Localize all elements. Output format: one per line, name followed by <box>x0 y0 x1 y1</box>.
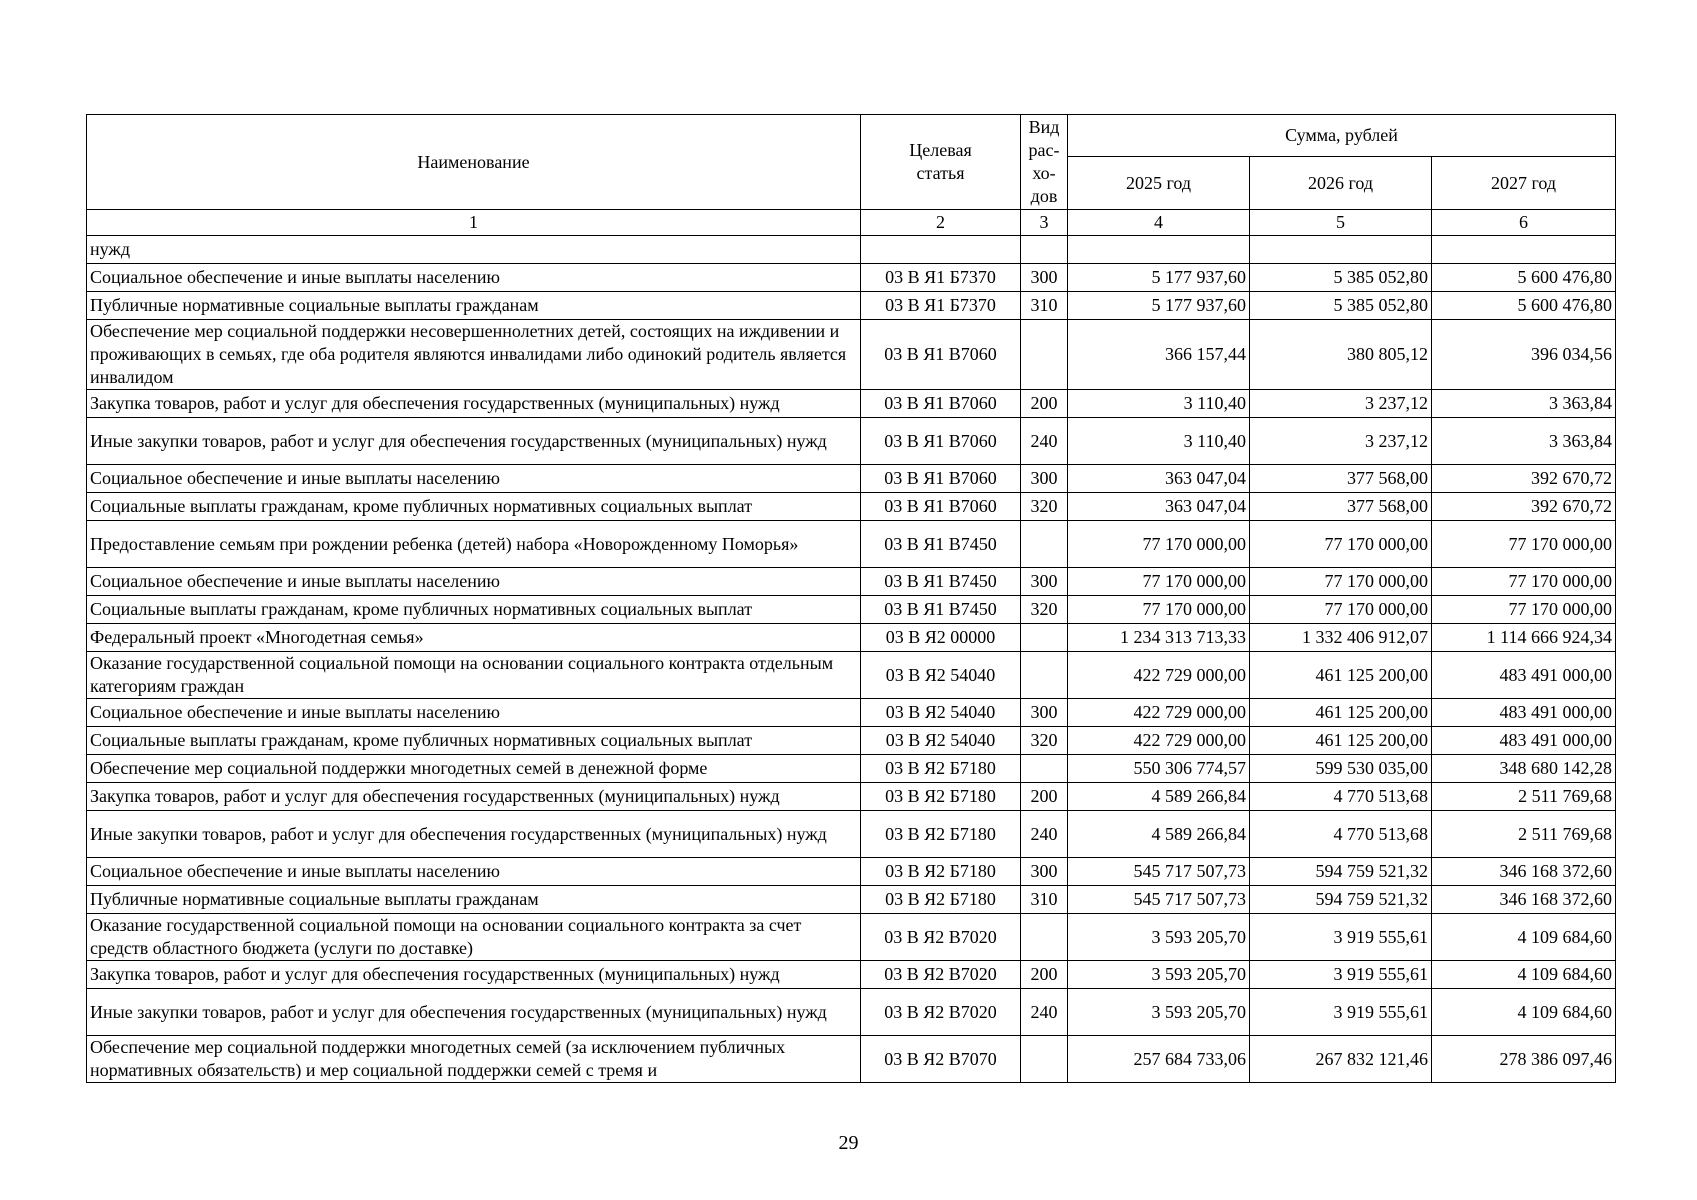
row-amount-2026: 4 770 513,68 <box>1250 783 1432 811</box>
row-amount-2025: 422 729 000,00 <box>1068 652 1250 699</box>
row-amount-2026: 3 919 555,61 <box>1250 961 1432 989</box>
table-row <box>87 568 1616 596</box>
row-name: Социальное обеспечение и иные выплаты населению <box>87 568 861 596</box>
row-target-article: 03 В Я2 Б7180 <box>861 811 1021 858</box>
row-name: Закупка товаров, работ и услуг для обеспечения государственных (муниципальных) нужд <box>87 390 861 418</box>
header-amount: Сумма, рублей <box>1068 115 1616 157</box>
row-expense-type <box>1021 914 1068 961</box>
row-amount-2026: 77 170 000,00 <box>1250 521 1432 568</box>
row-amount-2025: 422 729 000,00 <box>1068 727 1250 755</box>
header-year-2027: 2027 год <box>1432 157 1616 210</box>
row-name: Иные закупки товаров, работ и услуг для обеспечения государственных (муниципальных) нужд <box>87 418 861 465</box>
row-amount-2027: 3 363,84 <box>1432 390 1616 418</box>
row-amount-2027: 392 670,72 <box>1432 465 1616 493</box>
row-name: Закупка товаров, работ и услуг для обеспечения государственных (муниципальных) нужд <box>87 783 861 811</box>
row-amount-2026: 4 770 513,68 <box>1250 811 1432 858</box>
row-amount-2027: 396 034,56 <box>1432 320 1616 390</box>
header-name: Наименование <box>87 115 861 210</box>
row-amount-2027: 483 491 000,00 <box>1432 727 1616 755</box>
table-row <box>87 465 1616 493</box>
table-row <box>87 914 1616 961</box>
row-amount-2025: 77 170 000,00 <box>1068 521 1250 568</box>
row-name: Предоставление семьям при рождении ребенка (детей) набора «Новорожденному Поморья» <box>87 521 861 568</box>
column-number: 6 <box>1432 210 1616 236</box>
row-amount-2026: 3 237,12 <box>1250 390 1432 418</box>
table-row <box>87 652 1616 699</box>
table-row <box>87 886 1616 914</box>
row-expense-type <box>1021 1036 1068 1083</box>
row-name: Федеральный проект «Многодетная семья» <box>87 624 861 652</box>
row-target-article: 03 В Я1 В7450 <box>861 568 1021 596</box>
row-amount-2025: 366 157,44 <box>1068 320 1250 390</box>
row-expense-type: 300 <box>1021 699 1068 727</box>
row-target-article: 03 В Я2 54040 <box>861 652 1021 699</box>
row-expense-type: 310 <box>1021 292 1068 320</box>
row-target-article: 03 В Я1 В7450 <box>861 596 1021 624</box>
row-amount-2026: 267 832 121,46 <box>1250 1036 1432 1083</box>
row-amount-2025: 550 306 774,57 <box>1068 755 1250 783</box>
row-target-article: 03 В Я2 В7020 <box>861 961 1021 989</box>
row-expense-type: 300 <box>1021 858 1068 886</box>
budget-table <box>86 114 1616 1083</box>
row-amount-2026: 1 332 406 912,07 <box>1250 624 1432 652</box>
row-amount-2025: 422 729 000,00 <box>1068 699 1250 727</box>
table-row <box>87 783 1616 811</box>
row-amount-2026: 461 125 200,00 <box>1250 699 1432 727</box>
row-amount-2025: 77 170 000,00 <box>1068 568 1250 596</box>
row-name: Обеспечение мер социальной поддержки несовершеннолетних детей, состоящих на иждивении и проживающих в семьях, где оба родителя являются инвалидами либо одинокий родитель является инвалидом <box>87 320 861 390</box>
row-amount-2025: 545 717 507,73 <box>1068 858 1250 886</box>
row-expense-type: 320 <box>1021 493 1068 521</box>
row-amount-2027: 483 491 000,00 <box>1432 652 1616 699</box>
table-row <box>87 624 1616 652</box>
row-amount-2027: 5 600 476,80 <box>1432 264 1616 292</box>
row-amount-2026: 377 568,00 <box>1250 465 1432 493</box>
row-name: Оказание государственной социальной помощи на основании социального контракта отдельным категориям граждан <box>87 652 861 699</box>
row-target-article: 03 В Я2 В7070 <box>861 1036 1021 1083</box>
row-name: Обеспечение мер социальной поддержки многодетных семей в денежной форме <box>87 755 861 783</box>
row-expense-type: 320 <box>1021 727 1068 755</box>
table-row <box>87 390 1616 418</box>
row-expense-type: 300 <box>1021 465 1068 493</box>
row-expense-type: 300 <box>1021 264 1068 292</box>
table-row <box>87 727 1616 755</box>
row-target-article <box>861 236 1021 264</box>
row-amount-2027: 2 511 769,68 <box>1432 783 1616 811</box>
row-name: Иные закупки товаров, работ и услуг для обеспечения государственных (муниципальных) нужд <box>87 989 861 1036</box>
row-amount-2027: 77 170 000,00 <box>1432 568 1616 596</box>
row-amount-2026: 594 759 521,32 <box>1250 858 1432 886</box>
row-target-article: 03 В Я1 В7060 <box>861 465 1021 493</box>
row-amount-2025: 77 170 000,00 <box>1068 596 1250 624</box>
row-amount-2027: 4 109 684,60 <box>1432 961 1616 989</box>
row-amount-2027 <box>1432 236 1616 264</box>
row-name: нужд <box>87 236 861 264</box>
page-number: 29 <box>838 1132 859 1154</box>
row-amount-2025: 4 589 266,84 <box>1068 783 1250 811</box>
row-amount-2027: 4 109 684,60 <box>1432 914 1616 961</box>
row-expense-type: 200 <box>1021 961 1068 989</box>
row-name: Публичные нормативные социальные выплаты гражданам <box>87 886 861 914</box>
row-amount-2026: 77 170 000,00 <box>1250 568 1432 596</box>
row-amount-2026: 5 385 052,80 <box>1250 292 1432 320</box>
row-target-article: 03 В Я2 В7020 <box>861 914 1021 961</box>
row-amount-2027: 346 168 372,60 <box>1432 858 1616 886</box>
header-expense-type: Вид рас-хо-дов <box>1021 115 1068 210</box>
row-amount-2025: 3 110,40 <box>1068 418 1250 465</box>
row-amount-2025: 3 593 205,70 <box>1068 914 1250 961</box>
row-expense-type <box>1021 320 1068 390</box>
row-amount-2027: 348 680 142,28 <box>1432 755 1616 783</box>
row-amount-2026: 3 919 555,61 <box>1250 914 1432 961</box>
column-number: 4 <box>1068 210 1250 236</box>
row-amount-2027: 346 168 372,60 <box>1432 886 1616 914</box>
header-year-2025: 2025 год <box>1068 157 1250 210</box>
row-amount-2026: 5 385 052,80 <box>1250 264 1432 292</box>
row-target-article: 03 В Я1 В7060 <box>861 320 1021 390</box>
table-row <box>87 858 1616 886</box>
row-amount-2025: 5 177 937,60 <box>1068 292 1250 320</box>
header-year-2026: 2026 год <box>1250 157 1432 210</box>
row-amount-2025 <box>1068 236 1250 264</box>
column-number: 3 <box>1021 210 1068 236</box>
table-row <box>87 493 1616 521</box>
row-name: Социальное обеспечение и иные выплаты населению <box>87 699 861 727</box>
row-amount-2027: 1 114 666 924,34 <box>1432 624 1616 652</box>
row-target-article: 03 В Я2 Б7180 <box>861 858 1021 886</box>
row-amount-2025: 1 234 313 713,33 <box>1068 624 1250 652</box>
row-expense-type: 300 <box>1021 568 1068 596</box>
row-expense-type <box>1021 755 1068 783</box>
table-row <box>87 320 1616 390</box>
row-name: Социальные выплаты гражданам, кроме публичных нормативных социальных выплат <box>87 596 861 624</box>
row-target-article: 03 В Я1 В7060 <box>861 418 1021 465</box>
table-row <box>87 236 1616 264</box>
row-target-article: 03 В Я1 Б7370 <box>861 264 1021 292</box>
row-expense-type <box>1021 521 1068 568</box>
table-row <box>87 989 1616 1036</box>
table-row <box>87 811 1616 858</box>
column-number: 2 <box>861 210 1021 236</box>
row-expense-type: 240 <box>1021 989 1068 1036</box>
row-amount-2026: 3 237,12 <box>1250 418 1432 465</box>
row-amount-2026: 380 805,12 <box>1250 320 1432 390</box>
row-expense-type <box>1021 236 1068 264</box>
table-row <box>87 418 1616 465</box>
row-amount-2027: 392 670,72 <box>1432 493 1616 521</box>
row-amount-2027: 4 109 684,60 <box>1432 989 1616 1036</box>
row-expense-type <box>1021 652 1068 699</box>
table-row <box>87 1036 1616 1083</box>
row-amount-2027: 77 170 000,00 <box>1432 521 1616 568</box>
row-name: Социальные выплаты гражданам, кроме публичных нормативных социальных выплат <box>87 727 861 755</box>
column-number: 5 <box>1250 210 1432 236</box>
row-name: Обеспечение мер социальной поддержки многодетных семей (за исключением публичных нормативных обязательств) и мер социальной поддержки семей с тремя и <box>87 1036 861 1083</box>
row-name: Социальное обеспечение и иные выплаты населению <box>87 465 861 493</box>
row-amount-2025: 363 047,04 <box>1068 493 1250 521</box>
row-target-article: 03 В Я2 54040 <box>861 727 1021 755</box>
row-name: Публичные нормативные социальные выплаты гражданам <box>87 292 861 320</box>
row-amount-2026: 594 759 521,32 <box>1250 886 1432 914</box>
row-amount-2025: 4 589 266,84 <box>1068 811 1250 858</box>
row-expense-type: 310 <box>1021 886 1068 914</box>
row-amount-2027: 5 600 476,80 <box>1432 292 1616 320</box>
row-name: Оказание государственной социальной помощи на основании социального контракта за счет средств областного бюджета (услуги по доставке) <box>87 914 861 961</box>
column-number: 1 <box>87 210 861 236</box>
row-expense-type <box>1021 624 1068 652</box>
row-amount-2027: 2 511 769,68 <box>1432 811 1616 858</box>
table-row <box>87 264 1616 292</box>
row-amount-2026: 599 530 035,00 <box>1250 755 1432 783</box>
row-target-article: 03 В Я1 В7450 <box>861 521 1021 568</box>
row-amount-2026: 77 170 000,00 <box>1250 596 1432 624</box>
table-row <box>87 292 1616 320</box>
row-name: Закупка товаров, работ и услуг для обеспечения государственных (муниципальных) нужд <box>87 961 861 989</box>
row-target-article: 03 В Я1 В7060 <box>861 390 1021 418</box>
row-amount-2026: 461 125 200,00 <box>1250 652 1432 699</box>
row-target-article: 03 В Я2 00000 <box>861 624 1021 652</box>
row-target-article: 03 В Я1 В7060 <box>861 493 1021 521</box>
row-amount-2025: 3 593 205,70 <box>1068 989 1250 1036</box>
row-expense-type: 200 <box>1021 783 1068 811</box>
row-name: Социальные выплаты гражданам, кроме публичных нормативных социальных выплат <box>87 493 861 521</box>
row-amount-2025: 3 110,40 <box>1068 390 1250 418</box>
row-expense-type: 240 <box>1021 418 1068 465</box>
row-amount-2025: 545 717 507,73 <box>1068 886 1250 914</box>
row-name: Социальное обеспечение и иные выплаты населению <box>87 264 861 292</box>
row-target-article: 03 В Я2 Б7180 <box>861 886 1021 914</box>
row-amount-2026: 461 125 200,00 <box>1250 727 1432 755</box>
row-target-article: 03 В Я2 54040 <box>861 699 1021 727</box>
row-amount-2026 <box>1250 236 1432 264</box>
row-amount-2027: 3 363,84 <box>1432 418 1616 465</box>
row-target-article: 03 В Я2 В7020 <box>861 989 1021 1036</box>
table-row <box>87 521 1616 568</box>
row-target-article: 03 В Я2 Б7180 <box>861 755 1021 783</box>
table-row <box>87 596 1616 624</box>
row-amount-2027: 483 491 000,00 <box>1432 699 1616 727</box>
row-amount-2025: 363 047,04 <box>1068 465 1250 493</box>
row-amount-2026: 3 919 555,61 <box>1250 989 1432 1036</box>
row-amount-2027: 278 386 097,46 <box>1432 1036 1616 1083</box>
row-expense-type: 200 <box>1021 390 1068 418</box>
row-amount-2026: 377 568,00 <box>1250 493 1432 521</box>
row-name: Иные закупки товаров, работ и услуг для обеспечения государственных (муниципальных) нужд <box>87 811 861 858</box>
header-target-article: Целевая статья <box>861 115 1021 210</box>
row-amount-2025: 3 593 205,70 <box>1068 961 1250 989</box>
row-amount-2027: 77 170 000,00 <box>1432 596 1616 624</box>
row-name: Социальное обеспечение и иные выплаты населению <box>87 858 861 886</box>
table-row <box>87 961 1616 989</box>
row-target-article: 03 В Я1 Б7370 <box>861 292 1021 320</box>
row-target-article: 03 В Я2 Б7180 <box>861 783 1021 811</box>
row-amount-2025: 257 684 733,06 <box>1068 1036 1250 1083</box>
row-amount-2025: 5 177 937,60 <box>1068 264 1250 292</box>
table-row <box>87 755 1616 783</box>
row-expense-type: 240 <box>1021 811 1068 858</box>
row-expense-type: 320 <box>1021 596 1068 624</box>
table-row <box>87 699 1616 727</box>
